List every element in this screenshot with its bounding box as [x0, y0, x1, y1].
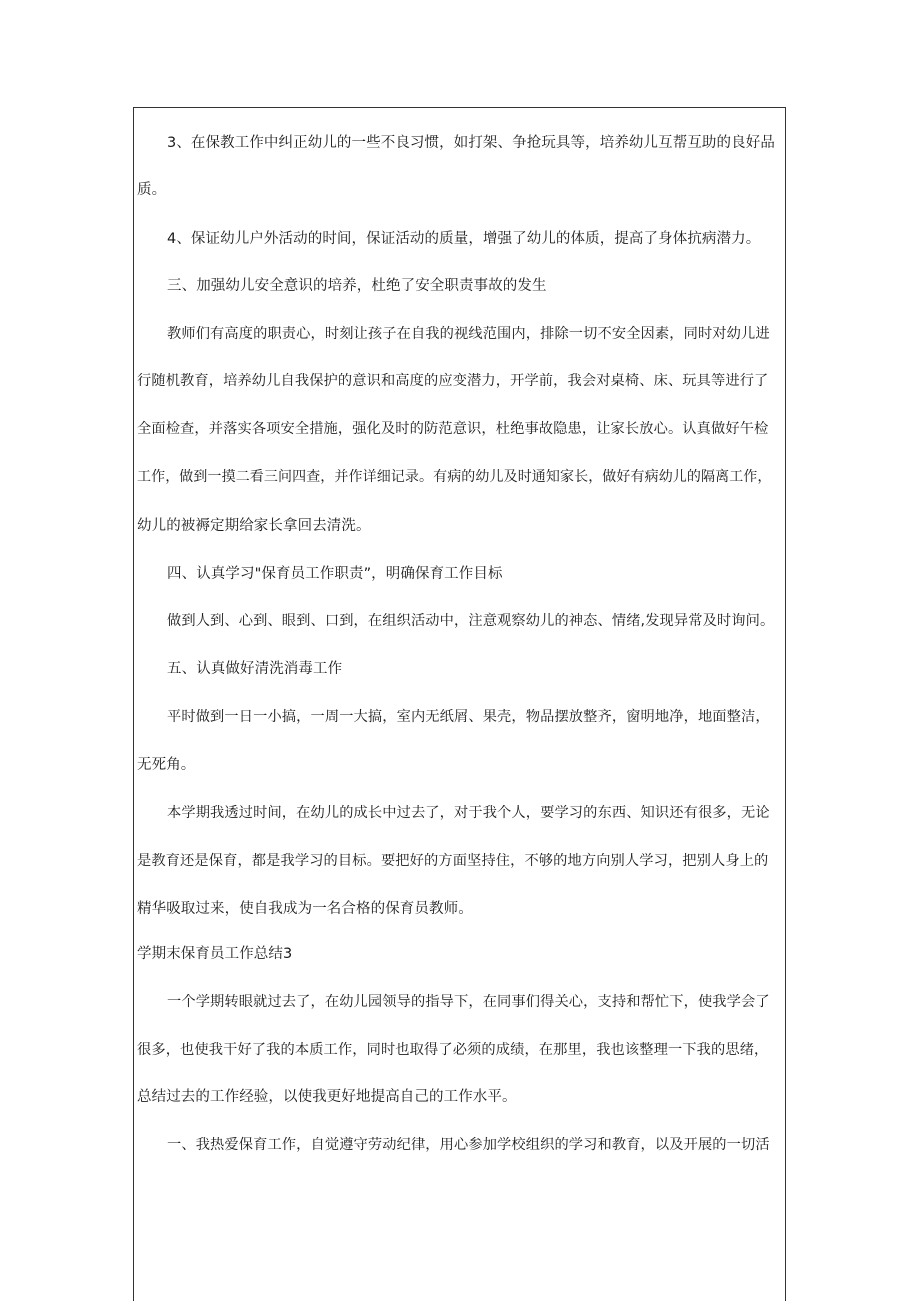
paragraph-line: 3、在保教工作中纠正幼儿的一些不良习惯，如打架、争抢玩具等，培养幼儿互帮互助的良好品	[167, 135, 775, 151]
paragraph-line: 一个学期转眼就过去了，在幼儿园领导的指导下，在同事们得关心，支持和帮忙下，使我学会了	[167, 994, 770, 1010]
paragraph-line: 本学期我透过时间，在幼儿的成长中过去了，对于我个人，要学习的东西、知识还有很多，无论	[167, 805, 770, 821]
paragraph-line: 质。	[137, 182, 167, 198]
section-heading: 三、加强幼儿安全意识的培养，杜绝了安全职责事故的发生	[167, 278, 547, 294]
paragraph-line: 做到人到、心到、眼到、口到，在组织活动中，注意观察幼儿的神态、情绪,发现异常及时询问。	[167, 613, 775, 629]
section-heading: 四、认真学习"保育员工作职责”，明确保育工作目标	[167, 566, 503, 582]
paragraph-line: 精华吸取过来，使自我成为一名合格的保育员教师。	[137, 901, 473, 917]
paragraph-line: 总结过去的工作经验，以使我更好地提高自己的工作水平。	[137, 1089, 517, 1105]
section-heading: 五、认真做好清洗消毒工作	[167, 661, 343, 677]
paragraph-line: 工作，做到一摸二看三问四查，并作详细记录。有病的幼儿及时通知家长，做好有病幼儿的隔离工作，	[137, 469, 772, 485]
paragraph-line: 全面检查，并落实各项安全措施，强化及时的防范意识，杜绝事故隐患，让家长放心。认真做好午检	[137, 421, 769, 437]
paragraph-line: 4、保证幼儿户外活动的时间，保证活动的质量，增强了幼儿的体质，提高了身体抗病潜力。	[167, 231, 761, 247]
paragraph-line: 是教育还是保育，都是我学习的目标。要把好的方面坚持住，不够的地方向别人学习，把别人身上的	[137, 853, 769, 869]
paragraph-line: 很多，也使我干好了我的本质工作，同时也取得了必须的成绩，在那里，我也该整理一下我的思绪，	[137, 1042, 769, 1058]
document-title: 学期末保育员工作总结3	[137, 946, 293, 962]
paragraph-line: 平时做到一日一小搞，一周一大搞，室内无纸屑、果壳，物品摆放整齐，窗明地净，地面整洁，	[167, 709, 770, 725]
paragraph-line: 无死角。	[137, 757, 196, 773]
section-heading: 一、我热爱保育工作，自觉遵守劳动纪律，用心参加学校组织的学习和教育，以及开展的一切活	[167, 1137, 770, 1153]
paragraph-line: 行随机教育，培养幼儿自我保护的意识和高度的应变潜力，开学前，我会对桌椅、床、玩具等进行了	[137, 373, 769, 389]
paragraph-line: 幼儿的被褥定期给家长拿回去清洗。	[137, 518, 371, 534]
paragraph-line: 教师们有高度的职责心，时刻让孩子在自我的视线范围内，排除一切不安全因素，同时对幼儿进	[167, 326, 770, 342]
